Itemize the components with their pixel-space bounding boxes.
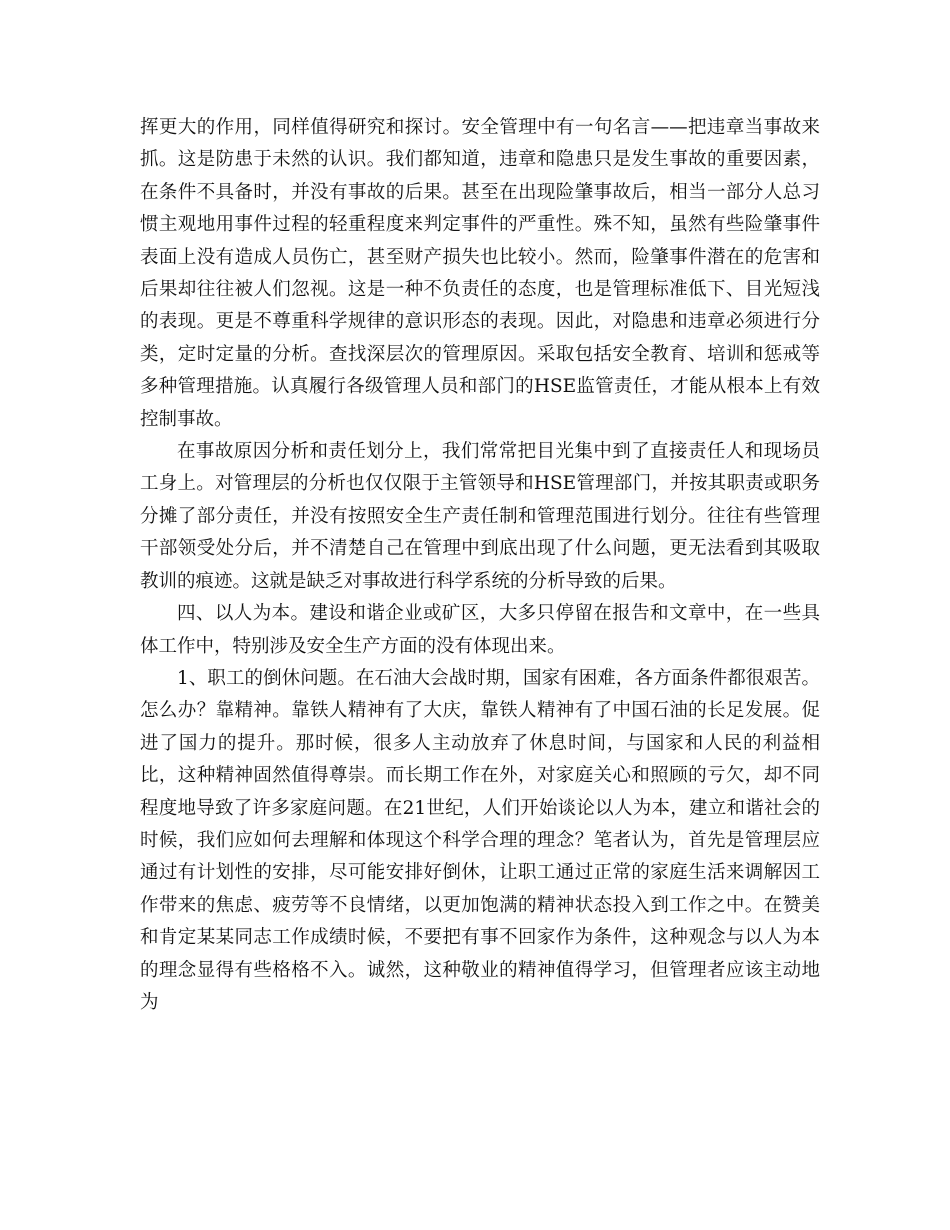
paragraph-accident-analysis: 在事故原因分析和责任划分上，我们常常把目光集中到了直接责任人和现场员工身上。对管理层的分析也仅仅限于主管领导和HSE管理部门，并按其职责或职务分摊了部分责任，并没有按照安全生产责任制和管理范围进行划分。往往有些管理干部领受处分后，并不清楚自己在管理中到底出现了什么问题，更无法看到其吸取教训的痕迹。这就是缺乏对事故进行科学系统的分析导致的后果。	[140, 441, 820, 592]
body-text	[140, 112, 820, 1019]
paragraph-continued: 挥更大的作用，同样值得研究和探讨。安全管理中有一句名言——把违章当事故来抓。这是防患于未然的认识。我们都知道，违章和隐患只是发生事故的重要因素，在条件不具备时，并没有事故的后果。甚至在出现险肇事故后，相当一部分人总习惯主观地用事件过程的轻重程度来判定事件的严重性。殊不知，虽然有些险肇事件表面上没有造成人员伤亡，甚至财产损失也比较小。然而，险肇事件潜在的危害和后果却往往被人们忽视。这是一种不负责任的态度，也是管理标准低下、目光短浅的表现。更是不尊重科学规律的意识形态的表现。因此，对隐患和违章必须进行分类，定时定量的分析。查找深层次的管理原因。采取包括安全教育、培训和惩戒等多种管理措施。认真履行各级管理人员和部门的HSE监管责任，才能从根本上有效控制事故。	[140, 117, 820, 430]
paragraph-rest-issue: 1、职工的倒休问题。在石油大会战时期，国家有困难，各方面条件都很艰苦。怎么办？靠精神。靠铁人精神有了大庆，靠铁人精神有了中国石油的长足发展。促进了国力的提升。那时候，很多人主动放弃了休息时间，与国家和人民的利益相比，这种精神固然值得尊崇。而长期工作在外，对家庭关心和照顾的亏欠，却不同程度地导致了许多家庭问题。在21世纪，人们开始谈论以人为本，建立和谐社会的时候，我们应如何去理解和体现这个科学合理的理念？笔者认为，首先是管理层应通过有计划性的安排，尽可能安排好倒休，让职工通过正常的家庭生活来调解因工作带来的焦虑、疲劳等不良情绪，以更加饱满的精神状态投入到工作之中。在赞美和肯定某某同志工作成绩时候，不要把有事不回家作为条件，这种观念与以人为本的理念显得有些格格不入。诚然，这种敬业的精神值得学习，但管理者应该主动地为	[140, 667, 820, 1013]
paragraph-people-oriented: 四、以人为本。建设和谐企业或矿区，大多只停留在报告和文章中，在一些具体工作中，特别涉及安全生产方面的没有体现出来。	[140, 603, 820, 657]
